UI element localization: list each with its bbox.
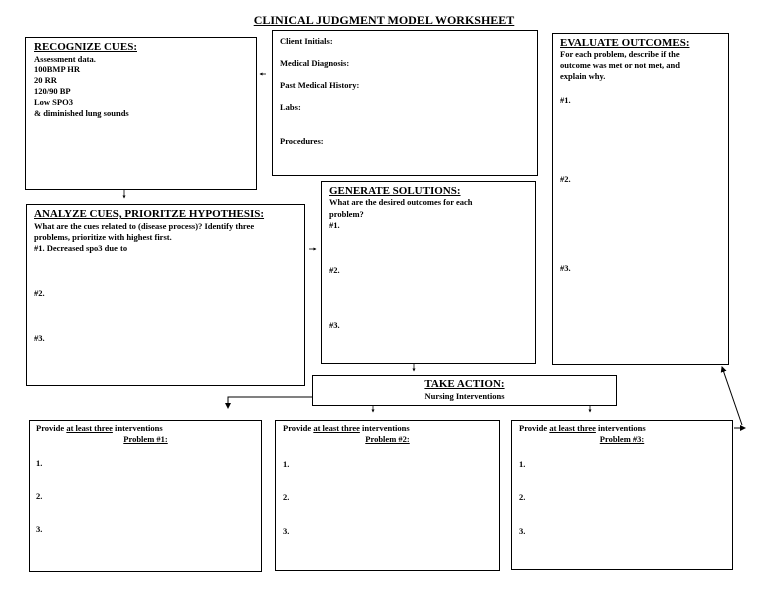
evaluate-desc: For each problem, describe if the <box>560 49 680 59</box>
past-medical-history-label: Past Medical History: <box>280 80 360 90</box>
evaluate-outcomes-heading: EVALUATE OUTCOMES: <box>560 37 690 49</box>
procedures-label: Procedures: <box>280 136 324 146</box>
evaluate-desc: outcome was met or not met, and <box>560 60 681 70</box>
arrow-action-to-problem1 <box>228 397 312 408</box>
generate-item: #3. <box>329 320 340 330</box>
recognize-cues-heading: RECOGNIZE CUES: <box>34 41 137 53</box>
provide-pre: Provide <box>519 423 550 433</box>
provide-underline: at least three <box>66 423 113 433</box>
generate-item: #1. <box>329 220 340 230</box>
analyze-desc: problems, prioritize with highest first. <box>34 232 172 242</box>
provide-pre: Provide <box>283 423 314 433</box>
evaluate-item: #3. <box>560 263 571 273</box>
generate-desc: What are the desired outcomes for each <box>329 197 473 207</box>
labs-label: Labs: <box>280 102 301 112</box>
problem-item: 2. <box>36 491 43 501</box>
recognize-line: 20 RR <box>34 75 57 85</box>
problem-item: 2. <box>519 492 526 502</box>
generate-solutions-heading: GENERATE SOLUTIONS: <box>329 185 461 197</box>
recognize-line: 120/90 BP <box>34 86 71 96</box>
problem-item: 1. <box>36 458 43 468</box>
analyze-item: #2. <box>34 288 45 298</box>
evaluate-item: #1. <box>560 95 571 105</box>
evaluate-desc: explain why. <box>560 71 606 81</box>
problem-label: Problem #3: <box>599 434 645 444</box>
problem-label: Problem #2: <box>365 434 410 444</box>
recognize-line: Low SPO3 <box>34 97 73 107</box>
problem-item: 3. <box>283 526 290 536</box>
problem-item: 2. <box>283 492 290 502</box>
analyze-desc: What are the cues related to (disease process)? Identify three <box>34 221 255 231</box>
analyze-item: #1. Decreased spo3 due to <box>34 243 128 253</box>
take-action-heading: TAKE ACTION: <box>424 378 505 390</box>
client-initials-label: Client Initials: <box>280 36 333 46</box>
recognize-line: 100BMP HR <box>34 64 81 74</box>
recognize-line: & diminished lung sounds <box>34 108 129 118</box>
take-action-sub: Nursing Interventions <box>424 391 505 401</box>
analyze-item: #3. <box>34 333 45 343</box>
problem-item: 3. <box>519 526 526 536</box>
medical-diagnosis-label: Medical Diagnosis: <box>280 58 350 68</box>
problem-label: Problem #1: <box>123 434 168 444</box>
problem-item: 1. <box>283 459 290 469</box>
provide-post: interventions <box>359 423 410 433</box>
generate-item: #2. <box>329 265 340 275</box>
provide-underline: at least three <box>313 423 360 433</box>
page-title: CLINICAL JUDGMENT MODEL WORKSHEET <box>253 13 515 27</box>
provide-post: interventions <box>595 423 646 433</box>
evaluate-item: #2. <box>560 174 571 184</box>
problem-item: 1. <box>519 459 526 469</box>
provide-post: interventions <box>112 423 163 433</box>
arrow-to-evaluate <box>722 367 742 425</box>
analyze-cues-heading: ANALYZE CUES, PRIORITZE HYPOTHESIS: <box>34 208 265 220</box>
generate-desc: problem? <box>329 209 364 219</box>
recognize-line: Assessment data. <box>34 54 96 64</box>
provide-pre: Provide <box>36 423 67 433</box>
provide-underline: at least three <box>549 423 596 433</box>
problem-item: 3. <box>36 524 43 534</box>
